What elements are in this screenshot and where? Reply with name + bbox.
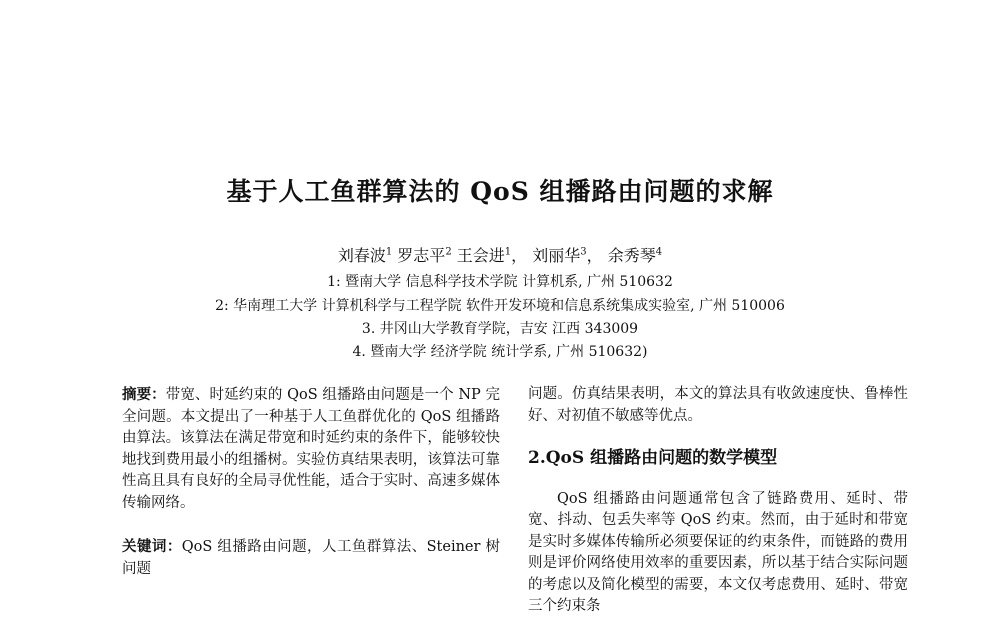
author-affiliation-mark: 3 xyxy=(580,246,587,258)
author-name: 罗志平 xyxy=(397,246,446,265)
author-affiliation-mark: 1 xyxy=(385,246,393,258)
author-name: 刘丽华 xyxy=(532,246,581,265)
abstract-label: 摘要： xyxy=(122,386,166,403)
author-affiliation-mark: 4 xyxy=(655,246,663,258)
author-separator: ， xyxy=(586,246,603,265)
continued-paragraph: 问题。仿真结果表明，本文的算法具有收敛速度快、鲁棒性好、对初值不敏感等优点。 xyxy=(528,386,908,424)
keywords-text: QoS 组播路由问题，人工鱼群算法、Steiner 树问题 xyxy=(122,539,500,577)
section-paragraph: QoS 组播路由问题通常包含了链路费用、延时、带宽、抖动、包丢失率等 QoS 约束。然而，由于延时和带宽是实时多媒体传输所必须要保证的约束条件，而链路的费用则是评价网络使用效率的重要因素，所以基于结合实际问题的考虑以及简化模型的需要，本文仅考虑费用、延时、带宽三个约束条 xyxy=(528,490,908,614)
author-separator: ， xyxy=(511,246,528,265)
abstract-text: 带宽、时延约束的 QoS 组播路由问题是一个 NP 完全问题。本文提出了一种基于人工鱼群优化的 QoS 组播路由算法。该算法在满足带宽和时延约束的条件下，能够较快地找到费用最小的组播树。实验仿真结果表明，该算法可靠性高且具有良好的全局寻优性能，适合于实时、高速多媒体传输网络。 xyxy=(122,387,500,511)
affiliation-2: 2: 华南理工大学 计算机科学与工程学院 软件开发环境和信息系统集成实验室, 广州 510006 xyxy=(215,298,785,314)
author-list xyxy=(0,243,1000,266)
author-name: 王会进 xyxy=(456,246,505,265)
section-heading: 2.QoS 组播路由问题的数学模型 xyxy=(528,448,778,468)
author-name: 刘春波 xyxy=(337,246,386,265)
right-column xyxy=(528,384,908,618)
left-column xyxy=(122,384,500,580)
author-name: 余秀琴 xyxy=(607,246,656,265)
affiliation-4: 4. 暨南大学 经济学院 统计学系, 广州 510632) xyxy=(352,344,648,360)
abstract xyxy=(122,384,500,514)
keywords-label: 关键词： xyxy=(122,538,182,555)
keywords xyxy=(122,536,500,580)
affiliation-3: 3. 井冈山大学教育学院，吉安 江西 343009 xyxy=(361,321,639,337)
affiliation-1: 1: 暨南大学 信息科学技术学院 计算机系, 广州 510632 xyxy=(327,274,673,290)
paper-title: 基于人工鱼群算法的 QoS 组播路由问题的求解 xyxy=(226,177,774,206)
author-affiliation-mark: 1 xyxy=(504,246,512,258)
author-affiliation-mark: 2 xyxy=(445,246,452,258)
